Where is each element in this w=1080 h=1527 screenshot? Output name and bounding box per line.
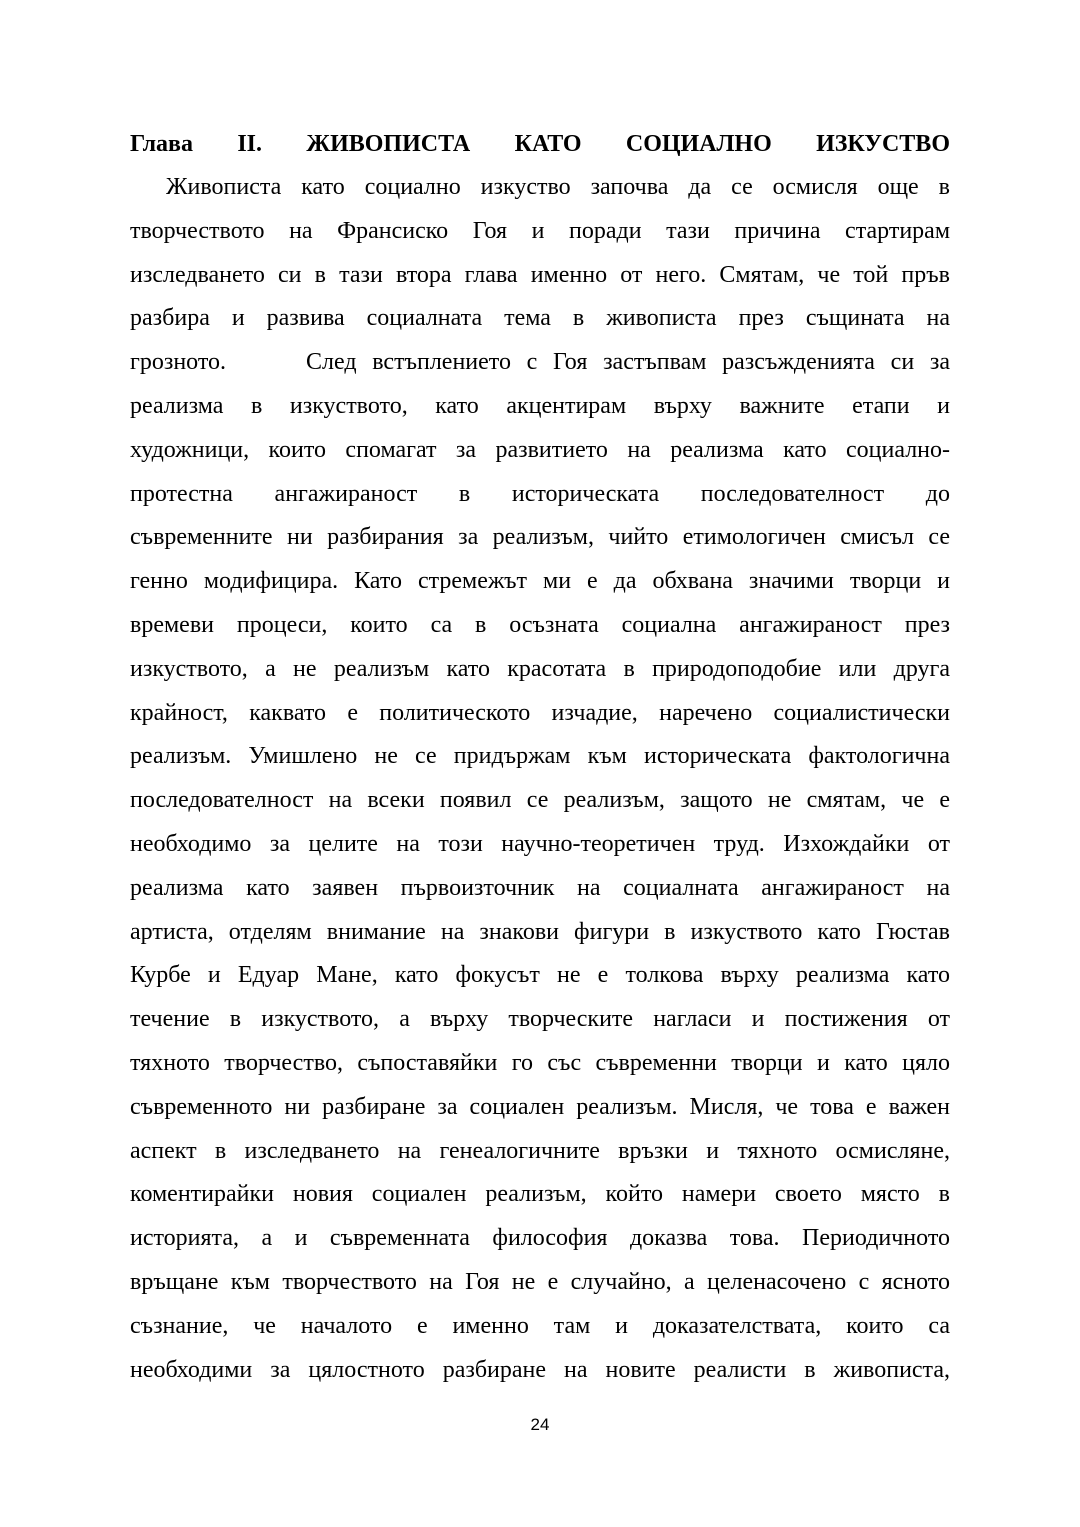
text-line: художници, които спомагат за развитието на реализма като социално- <box>130 436 950 463</box>
chapter-heading <box>130 122 950 166</box>
text-line: крайност, каквато е политическото изчадие, наречено социалистически <box>130 699 950 726</box>
text-line-right: След встъплението с Гоя застъпвам разсъжденията си за <box>306 349 950 376</box>
text-line: историята, а и съвременната философия доказва това. Периодичното <box>130 1225 950 1252</box>
text-line: реализъм. Умишлено не се придържам към историческата фактологична <box>130 743 950 770</box>
text-line: аспект в изследването на генеалогичните връзки и тяхното осмисляне, <box>130 1137 950 1164</box>
heading-word: КАТО <box>514 131 582 157</box>
text-line: изследването си в тази втора глава именно от него. Смятам, че той пръв <box>130 261 950 288</box>
text-line: изкуството, а не реализъм като красотата в природоподобие или друга <box>130 655 950 682</box>
text-line: връщане към творчеството на Гоя не е случайно, а целенасочено с ясното <box>130 1268 950 1295</box>
text-line-split <box>130 341 950 385</box>
text-line: протестна ангажираност в историческата последователност до <box>130 480 950 507</box>
page-number: 24 <box>530 1415 550 1434</box>
text-line: реализма като заявен първоизточник на социалната ангажираност на <box>130 874 950 901</box>
text-line: Курбе и Едуар Мане, като фокусът не е толкова върху реализма като <box>130 962 950 989</box>
text-line: съзнание, че началото е именно там и доказателствата, които са <box>130 1312 950 1339</box>
heading-word: ИЗКУСТВО <box>816 131 950 157</box>
text-line: реализма в изкуството, като акцентирам върху важните етапи и <box>130 392 950 419</box>
text-line: необходими за цялостното разбиране на новите реалисти в живописта, <box>130 1356 950 1383</box>
text-line: съвременното ни разбиране за социален реализъм. Мисля, че това е важен <box>130 1093 950 1120</box>
heading-word: ЖИВОПИСТА <box>306 131 471 157</box>
text-line: тяхното творчество, съпоставяйки го със съвременни творци и като цяло <box>130 1049 950 1076</box>
heading-word: II. <box>237 131 263 157</box>
text-line: последователност на всеки появил се реализъм, защото не смятам, че е <box>130 787 950 814</box>
text-line: коментирайки новия социален реализъм, който намери своето място в <box>130 1181 950 1208</box>
text-line: необходимо за целите на този научно-теоретичен труд. Изхождайки от <box>130 830 950 857</box>
text-line-left: грозното. <box>130 349 227 376</box>
text-line: течение в изкуството, а върху творческите нагласи и постижения от <box>130 1006 950 1033</box>
heading-word: Глава <box>130 131 193 157</box>
text-line: артиста, отделям внимание на знакови фигури в изкуството като Гюстав <box>130 918 950 945</box>
body-paragraph <box>130 166 950 1392</box>
document-page <box>130 122 950 1392</box>
text-line: творчеството на Франсиско Гоя и поради тази причина стартирам <box>130 217 950 244</box>
heading-word: СОЦИАЛНО <box>625 131 772 157</box>
text-line: Живописта като социално изкуство започва да се осмисля още в <box>166 174 950 200</box>
text-line: съвременните ни разбирания за реализъм, чийто етимологичен смисъл се <box>130 524 950 551</box>
text-line: времеви процеси, които са в осъзната социална ангажираност през <box>130 611 950 638</box>
text-line: генно модифицира. Като стремежът ми е да обхвана значими творци и <box>130 568 950 595</box>
text-line: разбира и развива социалната тема в живописта през същината на <box>130 305 950 332</box>
